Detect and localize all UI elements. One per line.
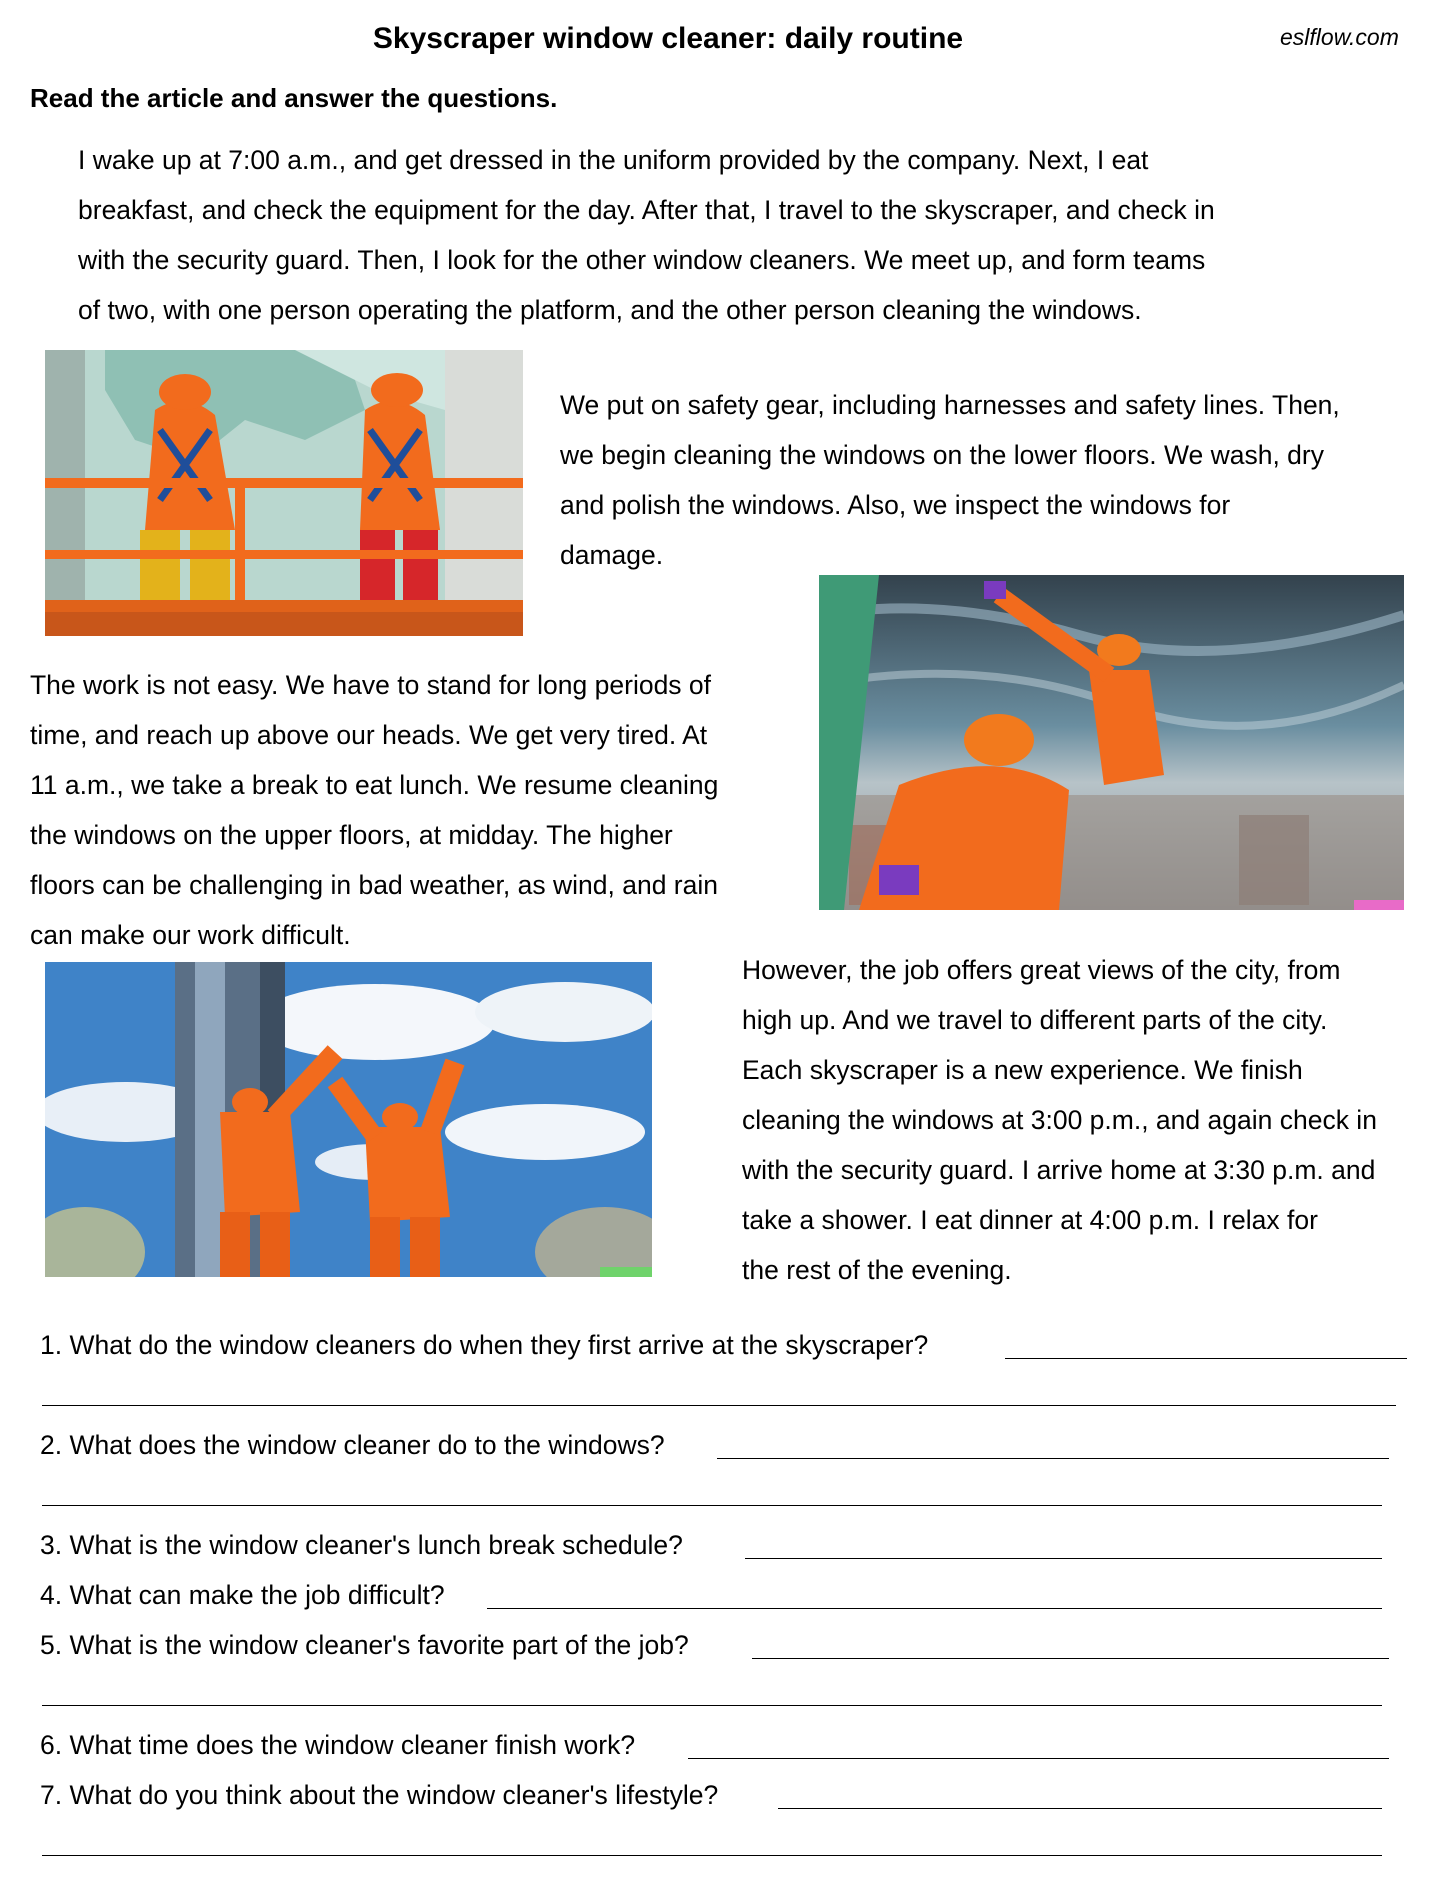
answer-blank[interactable] (1005, 1358, 1407, 1359)
question-1: 1. What do the window cleaners do when they first arrive at the skyscraper? (40, 1330, 929, 1360)
paragraph-line: take a shower. I eat dinner at 4:00 p.m. I relax for (742, 1205, 1318, 1235)
paragraph-line: and polish the windows. Also, we inspect the windows for (560, 490, 1231, 520)
paragraph-line: can make our work difficult. (30, 920, 351, 950)
paragraph-line: floors can be challenging in bad weather, as wind, and rain (30, 870, 718, 900)
paragraph-line: with the security guard. Then, I look for the other window cleaners. We meet up, and form teams (78, 245, 1206, 275)
instructions: Read the article and answer the questions. (30, 83, 558, 113)
question-3: 3. What is the window cleaner's lunch break schedule? (40, 1530, 683, 1560)
answer-blank[interactable] (42, 1705, 1382, 1706)
answer-blank[interactable] (42, 1405, 1396, 1406)
question-7: 7. What do you think about the window cleaner's lifestyle? (40, 1780, 719, 1810)
paragraph-line: cleaning the windows at 3:00 p.m., and again check in (742, 1105, 1377, 1135)
question-6: 6. What time does the window cleaner finish work? (40, 1730, 636, 1760)
paragraph-line: The work is not easy. We have to stand for long periods of (30, 670, 712, 700)
site-name: eslflow.com (1280, 24, 1399, 50)
answer-blank[interactable] (745, 1558, 1382, 1559)
article-paragraph-1 (78, 135, 1215, 335)
article-paragraph-4 (742, 945, 1377, 1295)
paragraph-line: time, and reach up above our heads. We get very tired. At (30, 720, 708, 750)
answer-blank[interactable] (688, 1758, 1389, 1759)
paragraph-line: breakfast, and check the equipment for the day. After that, I travel to the skyscraper, and check in (78, 195, 1215, 225)
paragraph-line: the rest of the evening. (742, 1255, 1012, 1285)
answer-blank[interactable] (487, 1608, 1382, 1609)
paragraph-line: high up. And we travel to different parts of the city. (742, 1005, 1328, 1035)
article-paragraph-3 (30, 660, 718, 960)
paragraph-line: with the security guard. I arrive home at 3:30 p.m. and (742, 1155, 1376, 1185)
page-title: Skyscraper window cleaner: daily routine (372, 22, 964, 55)
answer-blank[interactable] (778, 1808, 1382, 1809)
answer-blank[interactable] (42, 1505, 1382, 1506)
paragraph-line: of two, with one person operating the platform, and the other person cleaning the windows. (78, 295, 1142, 325)
photo-waving-cleaners (45, 962, 652, 1277)
question-2: 2. What does the window cleaner do to the windows? (40, 1430, 665, 1460)
photo-storm-climbers (819, 575, 1404, 910)
paragraph-line: 11 a.m., we take a break to eat lunch. We resume cleaning (30, 770, 719, 800)
paragraph-line: damage. (560, 540, 664, 570)
paragraph-line: Each skyscraper is a new experience. We finish (742, 1055, 1303, 1085)
answer-blank[interactable] (752, 1658, 1389, 1659)
paragraph-line: I wake up at 7:00 a.m., and get dressed in the uniform provided by the company. Next, I eat (78, 145, 1149, 175)
paragraph-line: we begin cleaning the windows on the lower floors. We wash, dry (560, 440, 1324, 470)
answer-blank[interactable] (42, 1855, 1382, 1856)
photo-platform-workers (45, 350, 523, 636)
question-4: 4. What can make the job difficult? (40, 1580, 445, 1610)
article-paragraph-2 (560, 380, 1340, 580)
paragraph-line: However, the job offers great views of the city, from (742, 955, 1341, 985)
answer-blank[interactable] (717, 1458, 1389, 1459)
paragraph-line: We put on safety gear, including harnesses and safety lines. Then, (560, 390, 1340, 420)
question-5: 5. What is the window cleaner's favorite part of the job? (40, 1630, 689, 1660)
paragraph-line: the windows on the upper floors, at midday. The higher (30, 820, 673, 850)
